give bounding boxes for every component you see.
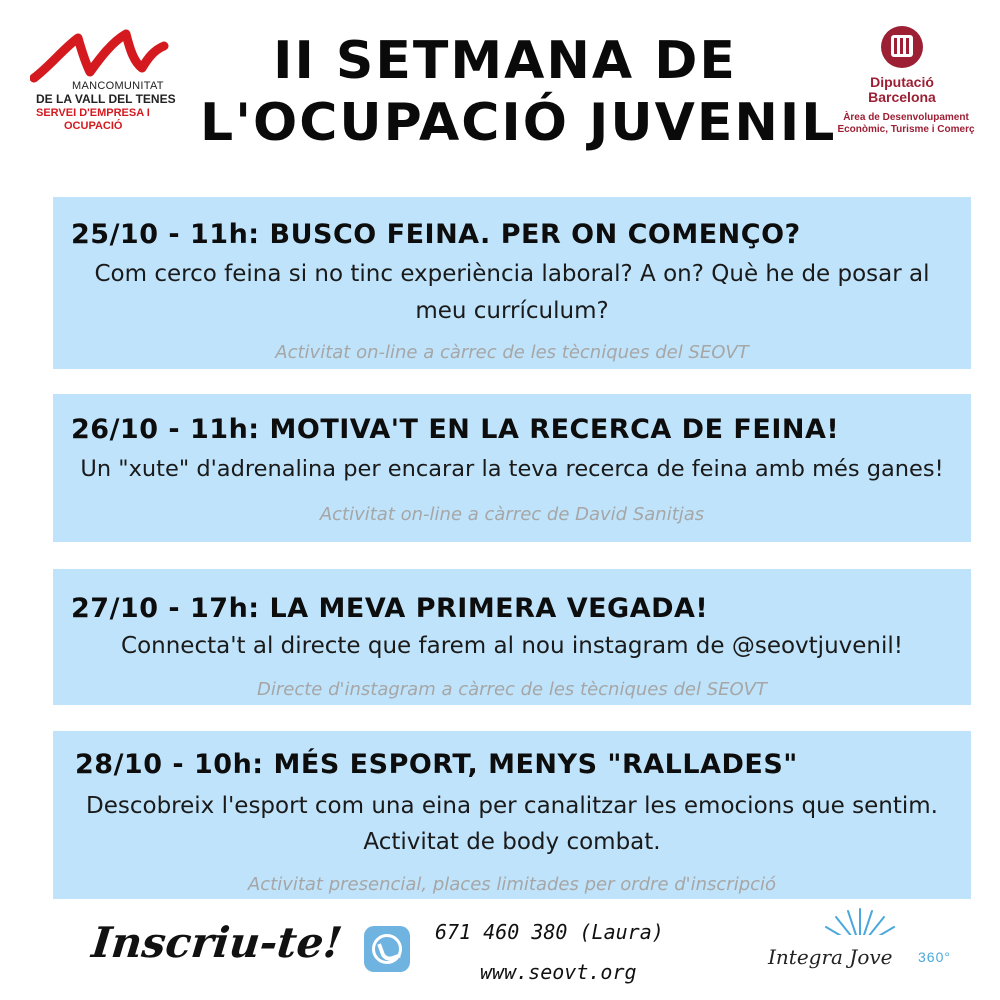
website-link[interactable]: www.seovt.org [480,960,637,984]
diputacio-name-line2: Barcelona [868,89,936,105]
logo-text-line2: DE LA VALL DEL TENES [36,92,176,106]
event-description-line2: meu currículum? [415,298,609,324]
event-title: BUSCO FEINA. PER ON COMENÇO? [269,219,801,250]
page-title [200,30,837,154]
event-description-line2: Activitat de body combat. [363,829,661,855]
diputacio-name-line1: Diputació [870,74,934,90]
event-heading [75,749,798,780]
event-date: 28/10 - 10h: [75,749,264,780]
event-note: Activitat on-line a càrrec de les tècniques del SEOVT [275,342,749,363]
event-date: 25/10 - 11h: [71,219,260,250]
diputacio-seal-icon [881,26,923,68]
event-heading [71,219,801,250]
sunburst-icon [800,905,920,949]
diputacio-logo [826,26,986,156]
mancomunitat-emblem-icon [30,28,170,88]
logo-text-line3: SERVEI D'EMPRESA I [36,107,150,119]
title-line1: II SETMANA DE [273,31,737,91]
event-description: Connecta't al directe que farem al nou instagram de @seovtjuvenil! [121,633,903,659]
event-card-4 [53,731,971,899]
integra-jove-logo [760,905,970,985]
integra-jove-name: Integra Jove [768,945,893,969]
event-description: Com cerco feina si no tinc experiència laboral? A on? Què he de posar al [94,261,930,287]
integra-jove-suffix: 360° [918,949,951,965]
mancomunitat-logo [30,28,180,168]
diputacio-subtitle-line2: Econòmic, Turisme i Comerç [837,124,975,135]
event-card-2 [53,394,971,542]
event-note: Activitat presencial, places limitades per ordre d'inscripció [247,874,777,895]
title-line2: L'OCUPACIÓ JUVENIL [200,93,837,153]
diputacio-subtitle-line1: Àrea de Desenvolupament [843,112,969,123]
event-note: Activitat on-line a càrrec de David Sanitjas [319,504,705,525]
event-card-3 [53,569,971,705]
event-date: 27/10 - 17h: [71,593,260,624]
event-heading [71,593,708,624]
event-card-1 [53,197,971,369]
event-note: Directe d'instagram a càrrec de les tècniques del SEOVT [257,679,767,700]
contact-phone: 671 460 380 (Laura) [435,920,664,944]
whatsapp-icon [364,926,410,972]
event-title: MÉS ESPORT, MENYS "RALLADES" [273,749,798,780]
logo-text-line1: MANCOMUNITAT [72,80,164,92]
event-description: Descobreix l'esport com una eina per canalitzar les emocions que sentim. [86,793,938,819]
event-title: LA MEVA PRIMERA VEGADA! [269,593,709,624]
signup-callout: Inscriu-te! [89,918,345,967]
logo-text-line4: OCUPACIÓ [64,120,123,132]
event-date: 26/10 - 11h: [71,414,260,445]
event-heading [71,414,839,445]
event-title: MOTIVA'T EN LA RECERCA DE FEINA! [269,414,840,445]
event-description: Un "xute" d'adrenalina per encarar la teva recerca de feina amb més ganes! [80,456,944,482]
